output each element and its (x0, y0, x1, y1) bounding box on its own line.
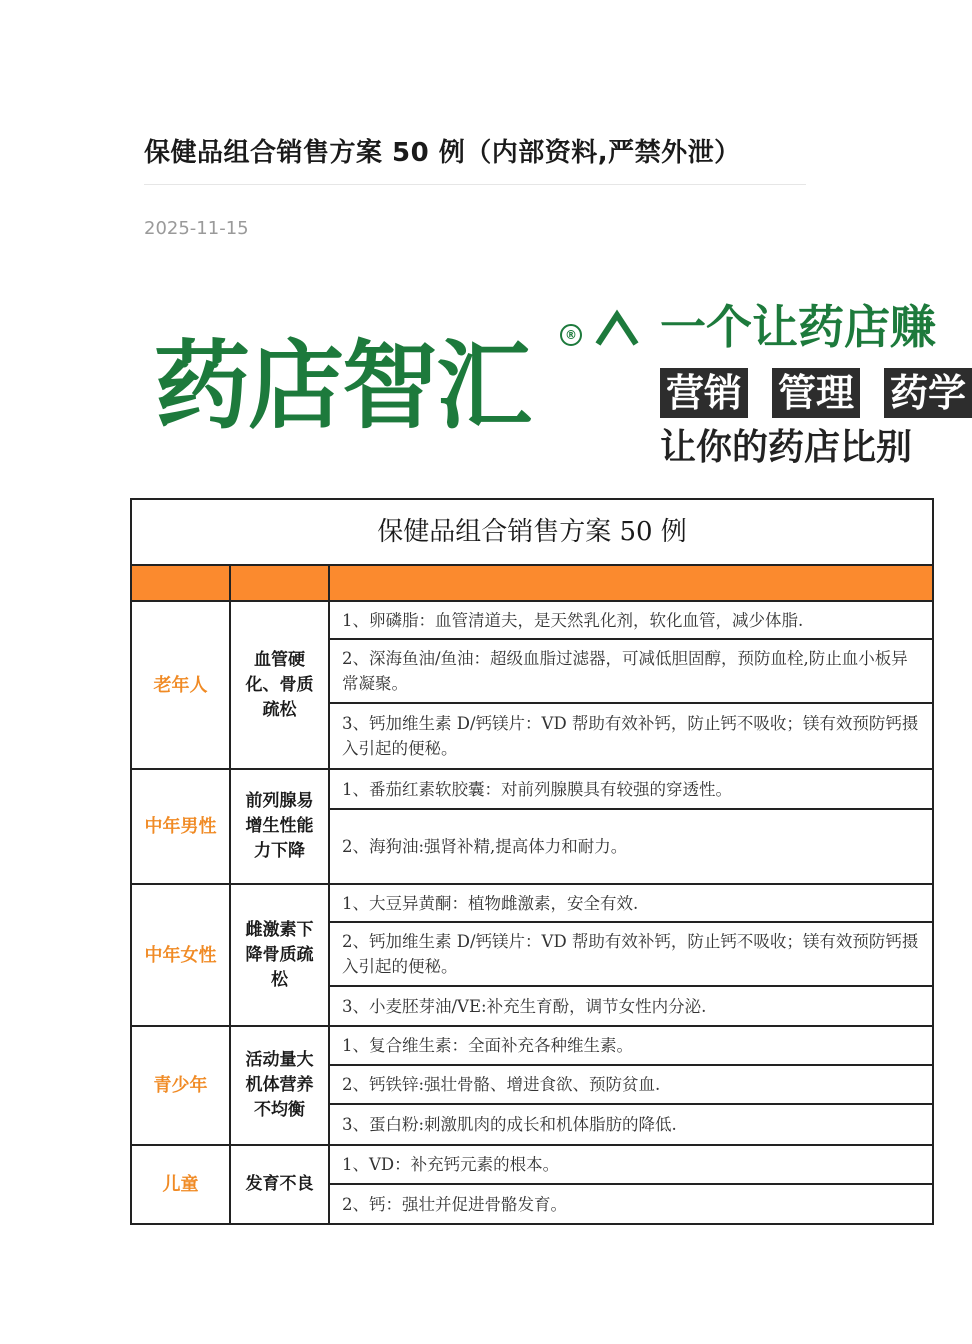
product-item: 2、钙加维生素 D/钙镁片：VD 帮助有效补钙，防止钙不吸收；镁有效预防钙摄入引起的便秘。 (330, 923, 932, 987)
group-name: 中年女性 (132, 885, 231, 1025)
product-item: 3、蛋白粉:刺激肌肉的成长和机体脂肪的降低. (342, 1115, 677, 1134)
title-divider (144, 184, 806, 185)
brand-logo-text: 药店智汇 (154, 330, 530, 442)
table-group-row (132, 885, 932, 1027)
product-item: 1、卵磷脂：血管清道夫，是天然乳化剂，软化血管，减少体脂. (330, 602, 932, 640)
product-item: 1、复合维生素：全面补充各种维生素。 (330, 1027, 932, 1066)
header-cell (132, 566, 231, 600)
product-item: 2、海狗油:强肾补精,提高体力和耐力。 (342, 837, 628, 856)
group-condition: 雌激素下降骨质疏松 (231, 885, 330, 1025)
banner-tags (660, 368, 972, 418)
banner-tag: 药学 (884, 368, 972, 418)
article-title: 保健品组合销售方案 50 例（内部资料,严禁外泄） (144, 138, 741, 168)
product-item: 2、深海鱼油/鱼油：超级血脂过滤器，可减低胆固醇，预防血栓,防止血小板异常凝聚。 (330, 640, 932, 704)
banner-subline: 让你的药店比别 (660, 427, 913, 468)
product-list (330, 770, 932, 883)
banner-tag: 管理 (772, 368, 860, 418)
group-name: 青少年 (132, 1027, 231, 1144)
product-list (330, 885, 932, 1025)
banner-tag: 营销 (660, 368, 748, 418)
registered-mark-icon: ® (560, 324, 582, 346)
roof-logo-icon (596, 312, 638, 346)
combo-plan-table (130, 498, 934, 1225)
group-condition: 活动量大机体营养不均衡 (231, 1027, 330, 1144)
product-item: 2、钙铁锌:强壮骨骼、增进食欲、预防贫血. (330, 1066, 932, 1105)
banner-slogan: 一个让药店赚 (660, 300, 936, 354)
table-group-row (132, 1027, 932, 1146)
group-name: 儿童 (132, 1146, 231, 1223)
table-group-row (132, 602, 932, 770)
publish-date: 2025-11-15 (144, 218, 249, 239)
product-list (330, 1027, 932, 1144)
product-item: 2、钙：强壮并促进骨骼发育。 (342, 1194, 567, 1214)
table-group-row (132, 1146, 932, 1223)
header-cell (231, 566, 330, 600)
table-title: 保健品组合销售方案 50 例 (132, 500, 932, 566)
product-item: 1、VD：补充钙元素的根本。 (330, 1146, 932, 1185)
product-list (330, 1146, 932, 1223)
product-item: 1、大豆异黄酮：植物雌激素，安全有效. (330, 885, 932, 923)
banner-image (130, 290, 967, 490)
group-condition: 血管硬化、骨质疏松 (231, 602, 330, 768)
product-item: 3、钙加维生素 D/钙镁片：VD 帮助有效补钙，防止钙不吸收；镁有效预防钙摄入引起的便秘。 (342, 714, 919, 758)
header-cell (330, 566, 932, 600)
table-header-row (132, 566, 932, 602)
table-group-row (132, 770, 932, 885)
group-condition: 前列腺易增生性能力下降 (231, 770, 330, 883)
product-item: 1、番茄红素软胶囊：对前列腺膜具有较强的穿透性。 (330, 770, 932, 810)
product-list (330, 602, 932, 768)
group-name: 老年人 (132, 602, 231, 768)
group-name: 中年男性 (132, 770, 231, 883)
product-item: 3、小麦胚芽油/VE:补充生育酚，调节女性内分泌. (342, 996, 707, 1016)
group-condition: 发育不良 (231, 1146, 330, 1223)
